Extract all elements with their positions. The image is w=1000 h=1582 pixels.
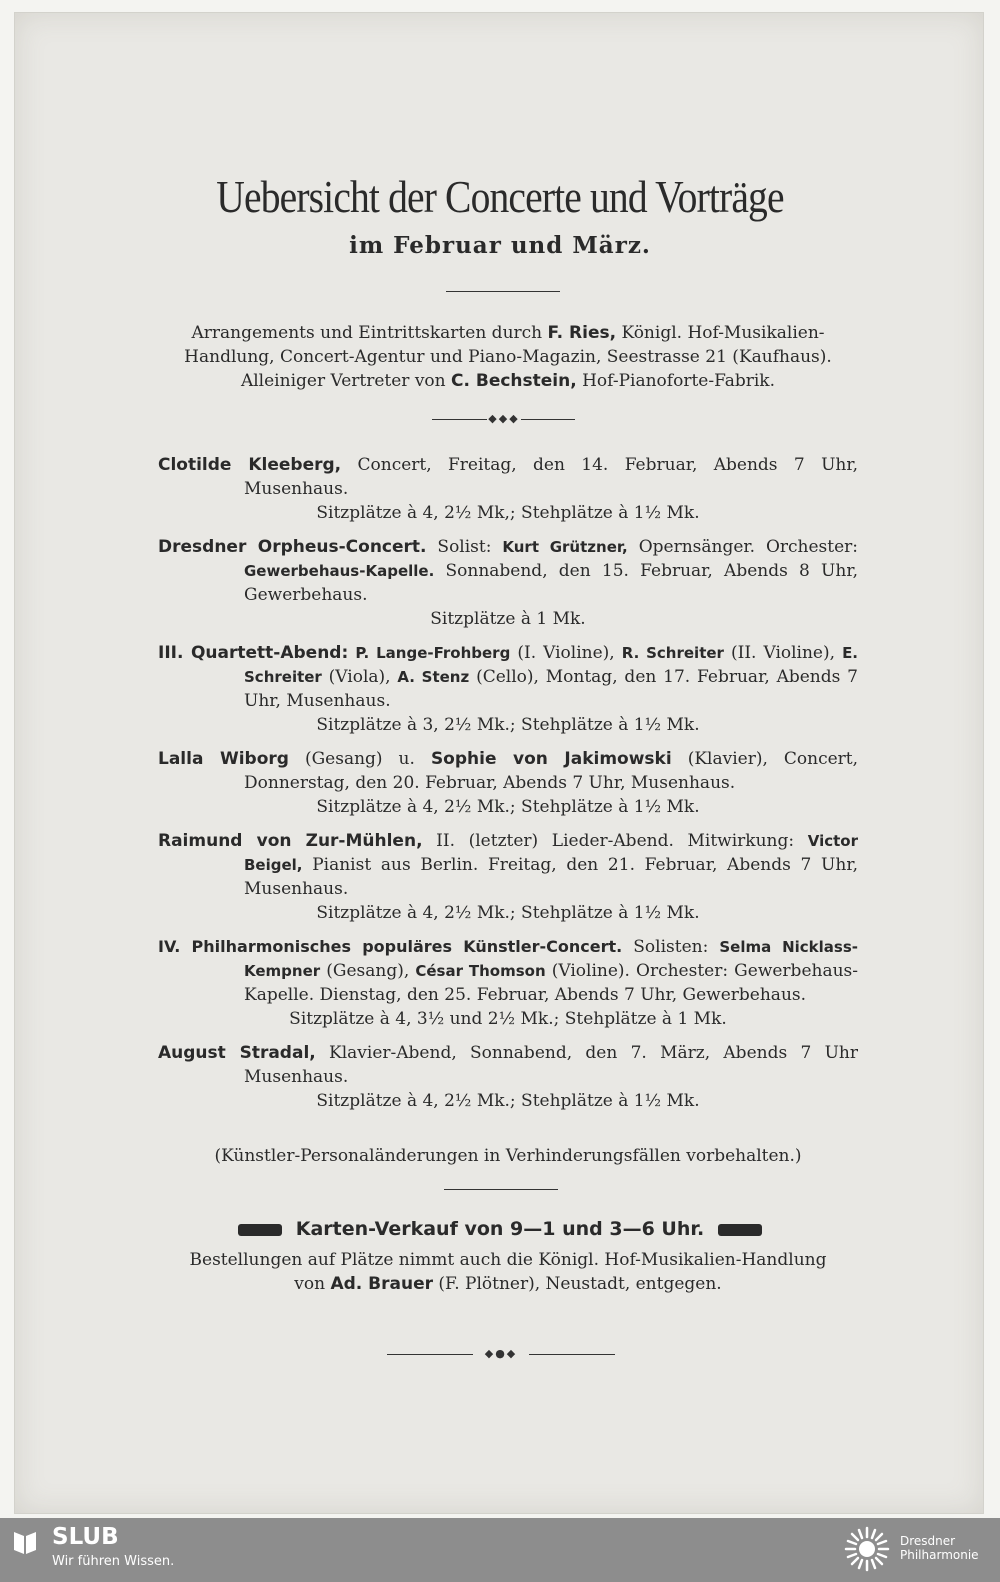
seat-prices: Sitzplätze à 4, 2½ Mk.; Stehplätze à 1½ Mk.	[316, 903, 700, 923]
ornament-glyph: ◆●◆	[484, 1347, 518, 1360]
artist-name: Clotilde Kleeberg,	[158, 455, 342, 475]
seat-prices: Sitzplätze à 4, 2½ Mk.; Stehplätze à 1½ Mk.	[316, 797, 700, 817]
divider-rule	[444, 1189, 558, 1190]
concert-entry	[158, 829, 858, 925]
intro-text: Königl. Hof-Musikalien-	[621, 323, 825, 343]
performer-name: César Thomson	[415, 962, 546, 980]
seat-prices: Sitzplätze à 4, 3½ und 2½ Mk.; Stehplätze à 1 Mk.	[289, 1009, 727, 1029]
philharmonie-line: Philharmonie	[900, 1548, 979, 1562]
philharmonie-logo-text[interactable]	[900, 1534, 979, 1562]
seat-prices: Sitzplätze à 4, 2½ Mk.; Stehplätze à 1½ Mk.	[316, 1091, 700, 1111]
concert-entry	[158, 935, 858, 1031]
order-text: von	[294, 1274, 326, 1294]
entry-text: Opernsänger. Orchester:	[638, 537, 859, 557]
ornament-rule-left	[432, 419, 487, 420]
ornament-rule-right	[529, 1354, 615, 1355]
entry-text: Pianist aus Berlin. Freitag, den 21. Februar, Abends 7 Uhr, Musenhaus.	[244, 855, 858, 899]
intro-text: Arrangements und Eintrittskarten durch	[191, 323, 543, 343]
entry-text: (Klavier), Concert, Donnerstag, den 20. Februar, Abends 7 Uhr, Musenhaus.	[244, 749, 859, 793]
ticket-sales-hours: Karten-Verkauf von 9—1 und 3—6 Uhr.	[295, 1218, 705, 1240]
entry-text: (I. Violine),	[517, 643, 615, 663]
document-subtitle: im Februar und März.	[349, 232, 651, 259]
divider-rule	[446, 291, 560, 292]
performer-name: P. Lange-Frohberg	[355, 644, 511, 662]
slub-logo-text[interactable]: SLUB	[52, 1524, 119, 1550]
artist-name: Raimund von Zur-Mühlen,	[158, 831, 423, 851]
philharmonie-sunburst-icon[interactable]	[842, 1524, 892, 1574]
entry-text: (Cello), Montag, den 17. Februar, Abends 7 Uhr, Musenhaus.	[244, 667, 858, 711]
reservation-note: (Künstler-Personaländerungen in Verhinderungsfällen vorbehalten.)	[214, 1146, 802, 1166]
order-text: (F. Plötner), Neustadt, entgegen.	[438, 1274, 722, 1294]
ornament-rule-left	[387, 1354, 473, 1355]
entry-text: Solisten:	[633, 937, 709, 957]
performer-name: R. Schreiter	[621, 644, 724, 662]
entry-text: (Gesang) u.	[304, 749, 415, 769]
concert-list	[158, 453, 858, 1123]
entry-text: (Viola),	[328, 667, 391, 687]
performer-name: A. Stenz	[397, 668, 470, 686]
entry-text: (Violine). Orchester: Gewerbehaus-Kapelle. Dienstag, den 25. Februar, Abends 7 Uhr, Gewerbehaus.	[244, 961, 859, 1005]
performer-name: Victor Beigel,	[244, 832, 858, 874]
ticket-sales-line	[0, 1218, 1000, 1240]
artist-name: Lalla Wiborg	[158, 749, 289, 769]
philharmonie-line: Dresdner	[900, 1534, 956, 1548]
intro-text: Handlung, Concert-Agentur und Piano-Magazin, Seestrasse 21 (Kaufhaus).	[184, 347, 832, 367]
performer-name: Gewerbehaus-Kapelle.	[244, 562, 435, 580]
performer-name: Kurt Grützner,	[502, 538, 628, 556]
order-brauer: Ad. Brauer	[330, 1274, 434, 1294]
artist-name: Sophie von Jakimowski	[430, 749, 672, 769]
entry-text: Sonnabend, den 15. Februar, Abends 8 Uhr, Gewerbehaus.	[244, 561, 859, 605]
concert-entry	[158, 535, 858, 631]
slub-book-icon[interactable]	[12, 1528, 38, 1556]
order-info	[158, 1248, 858, 1296]
concert-entry	[158, 747, 858, 819]
intro-bechstein: C. Bechstein,	[451, 371, 577, 391]
performer-name: E. Schreiter	[244, 644, 859, 686]
entry-text: (II. Violine),	[730, 643, 836, 663]
order-text: Bestellungen auf Plätze nimmt auch die Königl. Hof-Musikalien-Handlung	[189, 1250, 827, 1270]
pointing-hand-icon	[718, 1224, 762, 1236]
entry-text: Concert, Freitag, den 14. Februar, Abends 7 Uhr, Musenhaus.	[244, 455, 859, 499]
intro-block	[158, 321, 858, 393]
viewer-footer	[0, 1518, 1000, 1582]
entry-text: Solist:	[437, 537, 492, 557]
artist-name: Dresdner Orpheus-Concert.	[158, 537, 427, 557]
seat-prices: Sitzplätze à 1 Mk.	[430, 609, 586, 629]
entry-text: (Gesang),	[326, 961, 410, 981]
seat-prices: Sitzplätze à 3, 2½ Mk.; Stehplätze à 1½ Mk.	[316, 715, 700, 735]
concert-entry	[158, 453, 858, 525]
pointing-hand-icon	[238, 1224, 282, 1236]
ornament-glyph: ◆◆◆	[488, 412, 520, 425]
entry-text: Klavier-Abend, Sonnabend, den 7. März, Abends 7 Uhr Musenhaus.	[244, 1043, 858, 1087]
artist-name: August Stradal,	[158, 1043, 316, 1063]
entry-text: II. (letzter) Lieder-Abend. Mitwirkung:	[436, 831, 795, 851]
concert-entry	[158, 641, 858, 737]
seat-prices: Sitzplätze à 4, 2½ Mk,; Stehplätze à 1½ Mk.	[316, 503, 700, 523]
ornament-rule-right	[521, 419, 575, 420]
intro-ries: F. Ries,	[547, 323, 617, 343]
artist-name: III. Quartett-Abend:	[158, 643, 349, 663]
intro-text: Alleiniger Vertreter von	[240, 371, 446, 391]
intro-text: Hof-Pianoforte-Fabrik.	[582, 371, 776, 391]
document-title: Uebersicht der Concerte und Vorträge	[216, 171, 784, 222]
concert-entry	[158, 1041, 858, 1113]
performer-name: Selma Nicklass-Kempner	[244, 938, 858, 980]
artist-name: IV. Philharmonisches populäres Künstler-Concert.	[158, 937, 623, 956]
slub-tagline: Wir führen Wissen.	[52, 1554, 175, 1569]
